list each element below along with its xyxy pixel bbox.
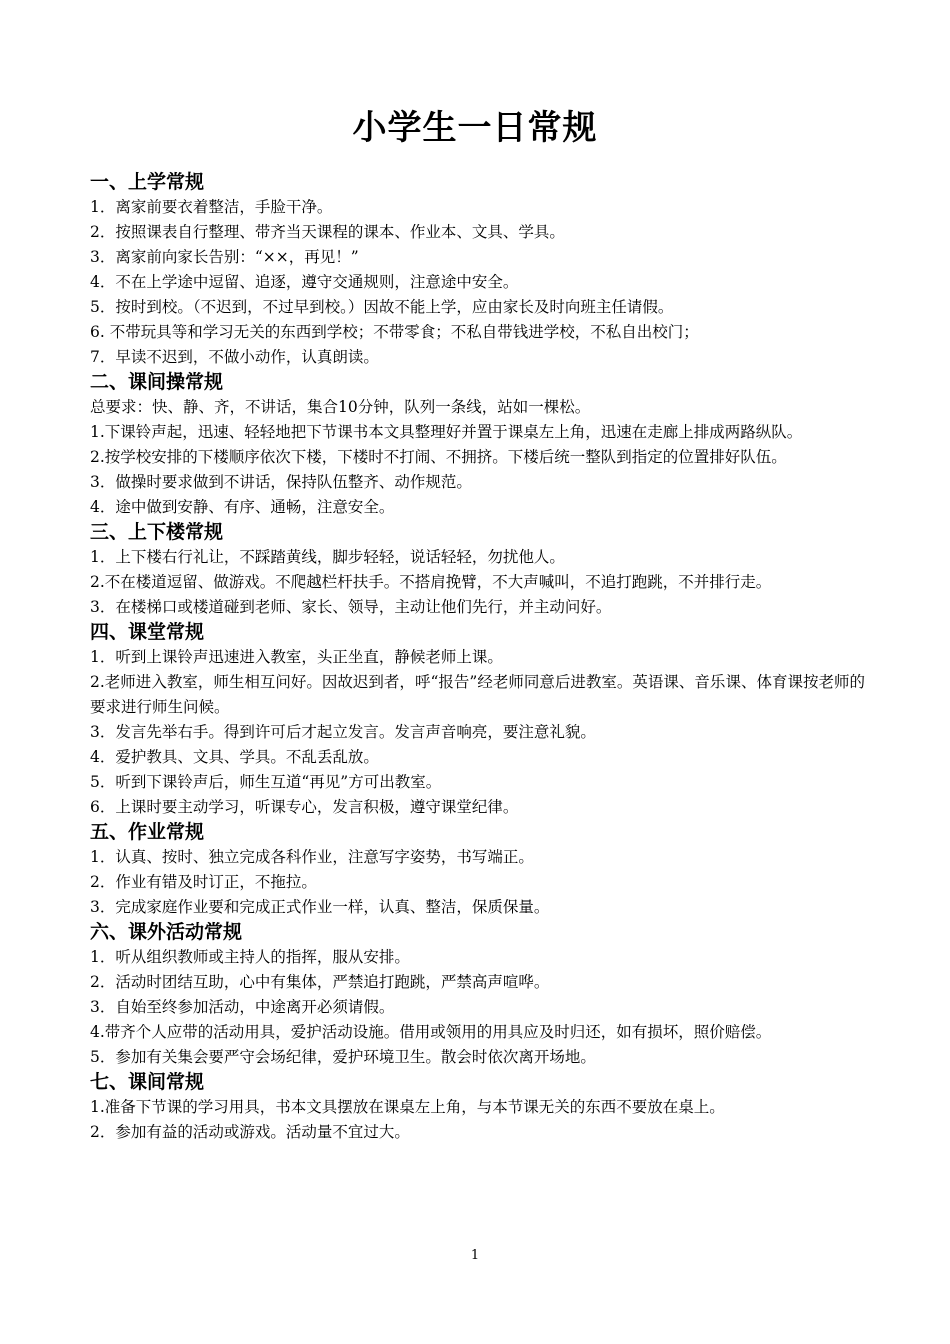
section-homework [90, 820, 865, 920]
list-item: 2.老师进入教室，师生相互问好。因故迟到者，呼“报告”经老师同意后进教室。英语课、音乐课、体育课按老师的要求进行师生问候。 [90, 673, 865, 716]
list-item: 5．按时到校。（不迟到，不过早到校。）因故不能上学，应由家长及时向班主任请假。 [90, 298, 674, 316]
list-item: 5．听到下课铃声后，师生互道“再见”方可出教室。 [90, 773, 442, 791]
list-item: 2．参加有益的活动或游戏。活动量不宜过大。 [90, 1123, 410, 1141]
list-item: 总要求：快、静、齐，不讲话，集合10分钟，队列一条线，站如一棵松。 [90, 398, 591, 416]
section-heading: 二、课间操常规 [90, 371, 224, 393]
section-heading: 五、作业常规 [90, 821, 205, 843]
list-item: 3．做操时要求做到不讲话，保持队伍整齐、动作规范。 [90, 473, 472, 491]
list-item: 1．认真、按时、独立完成各科作业，注意写字姿势，书写端正。 [90, 848, 534, 866]
list-item: 2．作业有错及时订正，不拖拉。 [90, 873, 317, 891]
section-break-exercise [90, 370, 865, 520]
section-heading: 三、上下楼常规 [90, 521, 224, 543]
section-classroom [90, 620, 865, 820]
list-item: 4．不在上学途中逗留、追逐，遵守交通规则，注意途中安全。 [90, 273, 519, 291]
list-item: 5．参加有关集会要严守会场纪律，爱护环境卫生。散会时依次离开场地。 [90, 1048, 596, 1066]
list-item: 3．在楼梯口或楼道碰到老师、家长、领导，主动让他们先行，并主动问好。 [90, 598, 612, 616]
list-item: 3．离家前向家长告别：“××，再见！” [90, 248, 359, 266]
list-item: 1．听从组织教师或主持人的指挥，服从安排。 [90, 948, 410, 966]
page-title: 小学生一日常规 [352, 108, 598, 148]
page-number: 1 [470, 1248, 480, 1263]
section-heading: 一、上学常规 [90, 171, 205, 193]
list-item: 1.准备下节课的学习用具，书本文具摆放在课桌左上角，与本节课无关的东西不要放在桌上。 [90, 1098, 725, 1116]
list-item: 4.带齐个人应带的活动用具，爱护活动设施。借用或领用的用具应及时归还，如有损坏，照价赔偿。 [90, 1023, 772, 1041]
list-item: 7．早读不迟到，不做小动作，认真朗读。 [90, 348, 379, 366]
section-school-arrival [90, 170, 865, 370]
document-body [90, 170, 865, 1145]
list-item: 2.按学校安排的下楼顺序依次下楼，下楼时不打闹、不拥挤。下楼后统一整队到指定的位置排好队伍。 [90, 448, 787, 466]
list-item: 2．活动时团结互助，心中有集体，严禁追打跑跳，严禁高声喧哗。 [90, 973, 550, 991]
section-heading: 六、课外活动常规 [90, 921, 243, 943]
list-item: 4．途中做到安静、有序、通畅，注意安全。 [90, 498, 395, 516]
section-stairs [90, 520, 865, 620]
list-item: 3．自始至终参加活动，中途离开必须请假。 [90, 998, 395, 1016]
list-item: 1．听到上课铃声迅速进入教室，头正坐直，静候老师上课。 [90, 648, 503, 666]
list-item: 3．完成家庭作业要和完成正式作业一样，认真、整洁，保质保量。 [90, 898, 550, 916]
list-item: 4．爱护教具、文具、学具。不乱丢乱放。 [90, 748, 379, 766]
list-item: 1．离家前要衣着整洁，手脸干净。 [90, 198, 333, 216]
list-item: 1．上下楼右行礼让，不踩踏黄线，脚步轻轻，说话轻轻，勿扰他人。 [90, 548, 565, 566]
list-item: 1.下课铃声起，迅速、轻轻地把下节课书本文具整理好并置于课桌左上角，迅速在走廊上排成两路纵队。 [90, 423, 803, 441]
list-item: 6．上课时要主动学习，听课专心，发言积极，遵守课堂纪律。 [90, 798, 519, 816]
section-heading: 四、课堂常规 [90, 621, 205, 643]
section-heading: 七、课间常规 [90, 1071, 205, 1093]
list-item: 2．按照课表自行整理、带齐当天课程的课本、作业本、文具、学具。 [90, 223, 565, 241]
list-item: 3．发言先举右手。得到许可后才起立发言。发言声音响亮，要注意礼貌。 [90, 723, 596, 741]
section-recess [90, 1070, 865, 1145]
list-item: 2.不在楼道逗留、做游戏。不爬越栏杆扶手。不搭肩挽臂，不大声喊叫，不追打跑跳，不并排行走。 [90, 573, 772, 591]
section-extracurricular [90, 920, 865, 1070]
list-item: 6. 不带玩具等和学习无关的东西到学校；不带零食；不私自带钱进学校，不私自出校门； [90, 323, 699, 341]
